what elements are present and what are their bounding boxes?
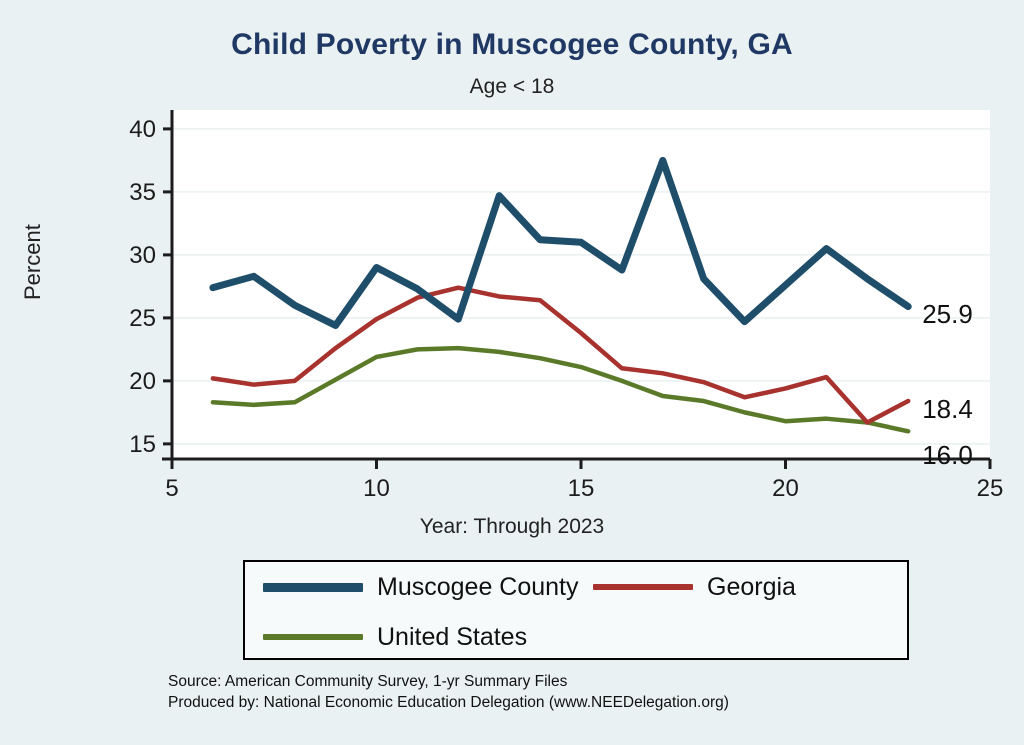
legend-item-georgia xyxy=(575,573,905,602)
legend-label-muscogee-county: Muscogee County xyxy=(377,572,579,601)
legend-swatch-muscogee-county xyxy=(263,583,363,592)
end-label-georgia: 18.4 xyxy=(922,394,973,425)
legend xyxy=(243,560,909,660)
footer-source: Source: American Community Survey, 1-yr Summary Files xyxy=(168,673,568,690)
legend-label-georgia: Georgia xyxy=(707,572,796,601)
chart-subtitle: Age < 18 xyxy=(469,75,555,98)
svg-text:25: 25 xyxy=(976,475,1004,500)
svg-text:30: 30 xyxy=(129,241,156,269)
svg-text:5: 5 xyxy=(165,475,179,500)
svg-text:20: 20 xyxy=(129,367,156,395)
footer-producer: Produced by: National Economic Education Delegation (www.NEEDelegation.org) xyxy=(168,693,729,711)
chart-footer xyxy=(168,672,729,714)
legend-swatch-united-states xyxy=(263,634,363,640)
y-axis-label: Percent xyxy=(20,224,45,300)
end-label-muscogee-county: 25.9 xyxy=(922,298,973,329)
legend-item-united-states xyxy=(245,623,575,652)
svg-text:20: 20 xyxy=(772,475,799,500)
legend-item-muscogee-county xyxy=(245,572,579,602)
legend-swatch-georgia xyxy=(593,584,693,590)
svg-text:15: 15 xyxy=(567,475,595,500)
chart-title: Child Poverty in Muscogee County, GA xyxy=(231,28,793,61)
legend-label-united-states: United States xyxy=(377,622,528,651)
x-axis-label: Year: Through 2023 xyxy=(419,515,605,538)
svg-text:35: 35 xyxy=(129,178,156,206)
svg-text:10: 10 xyxy=(363,475,390,500)
svg-text:25: 25 xyxy=(129,304,156,332)
svg-text:15: 15 xyxy=(129,430,156,458)
svg-text:40: 40 xyxy=(129,115,156,143)
end-label-united-states: 16.0 xyxy=(922,440,973,471)
